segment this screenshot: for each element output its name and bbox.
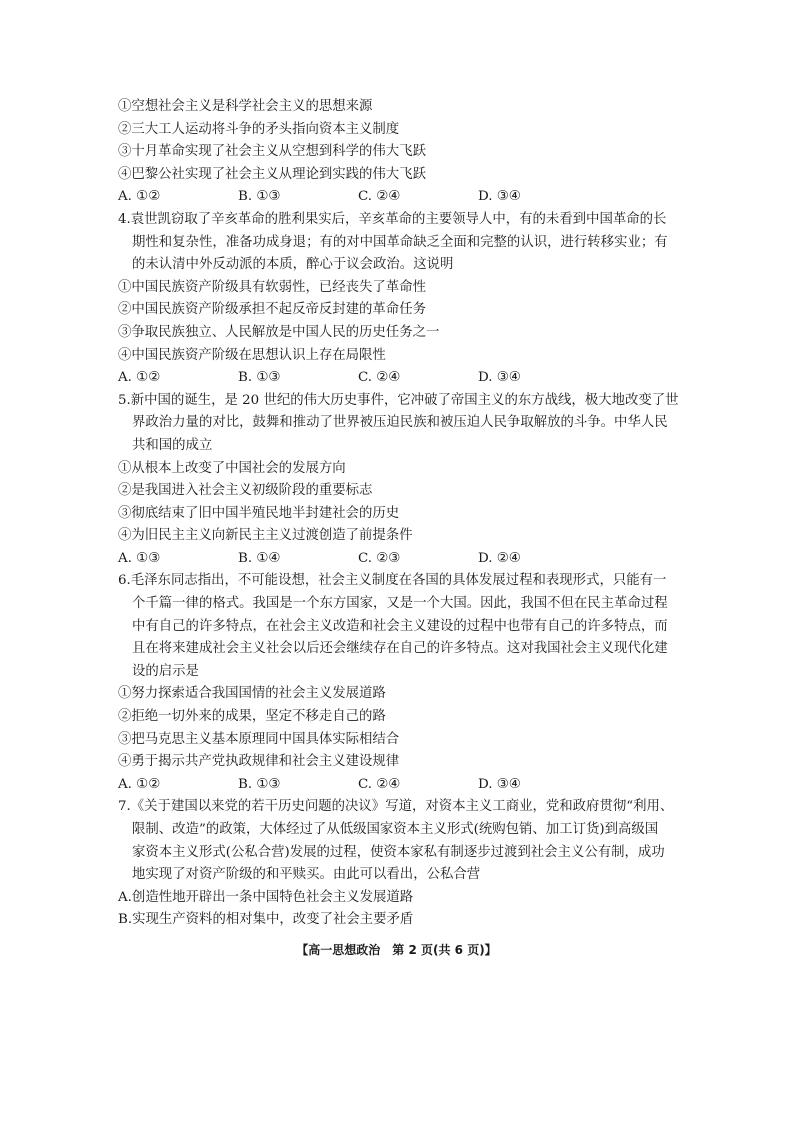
q5-stem-line-1: 5.新中国的诞生，是 20 世纪的伟大历史事件，它冲破了帝国主义的东方战线，极大地改变了世 — [118, 392, 679, 408]
q4-item-2: ②中国民族资产阶级承担不起反帝反封建的革命任务 — [118, 302, 426, 318]
q6-item-2: ②拒绝一切外来的成果，坚定不移走自己的路 — [118, 709, 386, 725]
q5-stem-line-2: 界政治力量的对比，鼓舞和推动了世界被压迫民族和被压迫人民争取解放的斗争。中华人民 — [132, 415, 668, 431]
q7-option-a: A.创造性地开辟出一条中国特色社会主义发展道路 — [118, 889, 414, 905]
q4-item-1: ①中国民族资产阶级具有软弱性，已经丧失了革命性 — [118, 279, 426, 295]
q6-option-b: B. ①③ — [238, 776, 281, 792]
q6-item-3: ③把马克思主义基本原理同中国具体实际相结合 — [118, 731, 400, 747]
q4-option-d: D. ③④ — [478, 370, 521, 386]
q4-item-3: ③争取民族独立、人民解放是中国人民的历史任务之一 — [118, 324, 440, 340]
q3-option-c: C. ②④ — [358, 189, 401, 205]
q4-stem-line-2: 期性和复杂性，准备功成身退；有的对中国革命缺乏全面和完整的认识，进行转移实业；有 — [132, 234, 668, 250]
q7-stem-line-2: 限制、改造”的政策，大体经过了从低级国家资本主义形式(统购包销、加工订货)到高级国 — [132, 822, 659, 837]
q3-option-d: D. ③④ — [478, 189, 521, 205]
q6-stem-line-4: 且在将来建成社会主义社会以后还会继续存在自己的许多特点。这对我国社会主义现代化建 — [132, 641, 668, 657]
q5-option-b: B. ①④ — [238, 550, 281, 566]
question-6 — [118, 570, 678, 796]
q3-item-3: ③十月革命实现了社会主义从空想到科学的伟大飞跃 — [118, 144, 426, 160]
q5-option-d: D. ②④ — [478, 550, 521, 566]
q6-option-d: D. ③④ — [478, 776, 521, 792]
q4-stem-line-1: 4.袁世凯窃取了辛亥革命的胜利果实后，辛亥革命的主要领导人中，有的未看到中国革命的长 — [118, 211, 667, 227]
q4-stem-line-3: 的未认清中外反动派的本质，醉心于议会政治。这说明 — [132, 257, 454, 273]
q3-option-a: A. ①② — [118, 189, 161, 205]
q3-item-4: ④巴黎公社实现了社会主义从理论到实践的伟大飞跃 — [118, 166, 426, 182]
q5-stem-line-3: 共和国的成立 — [132, 437, 213, 453]
q3-item-2: ②三大工人运动将斗争的矛头指向资本主义制度 — [118, 121, 400, 137]
q6-options — [118, 774, 678, 797]
q3-options — [118, 186, 678, 209]
q7-stem-line-1: 7.《关于建国以来党的若干历史问题的决议》写道，对资本主义工商业，党和政府贯彻“利用、 — [118, 799, 674, 815]
q3-option-b: B. ①③ — [238, 189, 281, 205]
q5-options — [118, 548, 678, 571]
q5-item-2: ②是我国进入社会主义初级阶段的重要标志 — [118, 483, 373, 499]
q6-stem-line-2: 个千篇一律的格式。我国是一个东方国家，又是一个大国。因此，我国不但在民主革命过程 — [132, 596, 668, 612]
q5-item-4: ④为旧民主主义向新民主主义过渡创造了前提条件 — [118, 528, 413, 544]
q7-stem-line-3: 家资本主义形式(公私合营)发展的过程，使资本家私有制逐步过渡到社会主义公有制，成功 — [132, 844, 665, 860]
q6-stem-line-1: 6.毛泽东同志指出，不可能设想，社会主义制度在各国的具体发展过程和表现形式，只能有一 — [118, 573, 667, 589]
page-content — [118, 96, 678, 932]
q4-item-4: ④中国民族资产阶级在思想认识上存在局限性 — [118, 347, 386, 363]
q7-stem-line-4: 地实现了对资产阶级的和平赎买。由此可以看出，公私合营 — [132, 867, 481, 883]
q7-option-b: B.实现生产资料的相对集中，改变了社会主要矛盾 — [118, 912, 414, 928]
q5-item-1: ①从根本上改变了中国社会的发展方向 — [118, 460, 346, 476]
question-3 — [118, 96, 678, 209]
question-5 — [118, 390, 678, 571]
question-7 — [118, 796, 678, 932]
question-4 — [118, 209, 678, 390]
q4-option-b: B. ①③ — [238, 370, 281, 386]
q5-item-3: ③彻底结束了旧中国半殖民地半封建社会的历史 — [118, 505, 400, 521]
page-footer: 【高一思想政治 第 2 页(共 6 页)】 — [296, 943, 497, 957]
q6-option-a: A. ①② — [118, 776, 161, 792]
q5-option-a: A. ①③ — [118, 550, 161, 566]
q6-stem-line-5: 设的启示是 — [132, 663, 199, 679]
q4-option-a: A. ①② — [118, 370, 161, 386]
q6-option-c: C. ②④ — [358, 776, 401, 792]
q6-item-1: ①努力探索适合我国国情的社会主义发展道路 — [118, 686, 386, 702]
q6-stem-line-3: 中有自己的许多特点，在社会主义改造和社会主义建设的过程中也带有自己的许多特点，而 — [132, 618, 668, 634]
q4-option-c: C. ②④ — [358, 370, 401, 386]
q6-item-4: ④勇于揭示共产党执政规律和社会主义建设规律 — [118, 754, 400, 770]
q4-options — [118, 367, 678, 390]
q5-option-c: C. ②③ — [358, 550, 401, 566]
q3-item-1: ①空想社会主义是科学社会主义的思想来源 — [118, 99, 373, 114]
